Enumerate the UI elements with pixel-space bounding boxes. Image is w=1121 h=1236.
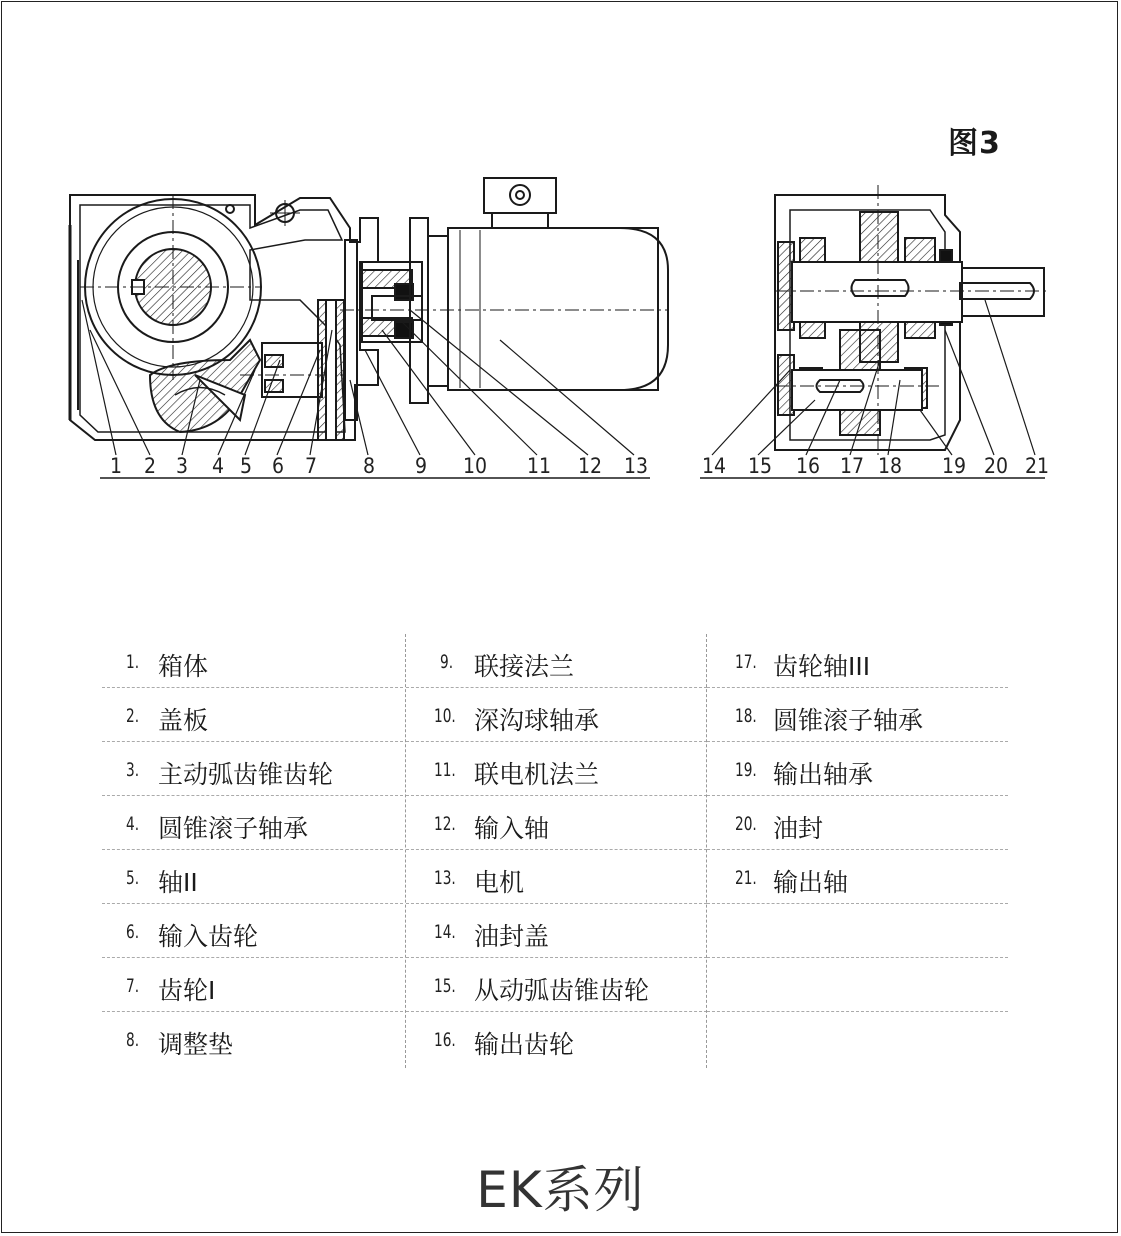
legend-num: 17.	[735, 651, 757, 673]
legend-text: 输出齿轮	[474, 1030, 575, 1059]
legend-num: 4.	[126, 813, 140, 835]
legend-num: 9.	[440, 651, 454, 673]
gearbox-drawing	[0, 0, 1121, 500]
legend-item	[406, 1012, 707, 1065]
legend-text: 盖板	[158, 706, 209, 735]
legend-num: 19.	[735, 759, 757, 781]
callout-3: 3	[176, 454, 189, 478]
callout-15: 15	[748, 454, 773, 478]
legend-column-2	[405, 634, 707, 1068]
callout-numbers	[110, 454, 1049, 478]
callout-10: 10	[463, 454, 488, 478]
legend-empty-row	[707, 958, 1008, 1012]
legend-num: 12.	[434, 813, 456, 835]
legend-text: 输入轴	[474, 814, 550, 843]
legend-num: 7.	[126, 975, 140, 997]
legend-item	[707, 634, 1008, 688]
legend-column-1	[102, 634, 403, 1068]
legend-item	[406, 634, 707, 688]
legend-num: 8.	[126, 1029, 140, 1051]
callout-7: 7	[305, 454, 318, 478]
legend-num: 3.	[126, 759, 140, 781]
legend-item	[102, 634, 403, 688]
legend-item	[406, 742, 707, 796]
legend-num: 21.	[735, 867, 757, 889]
callout-21: 21	[1025, 454, 1050, 478]
legend-num: 11.	[434, 759, 456, 781]
legend-text: 主动弧齿锥齿轮	[158, 760, 334, 789]
legend-text: 输入齿轮	[158, 922, 259, 951]
legend-num: 1.	[126, 651, 140, 673]
callout-20: 20	[984, 454, 1009, 478]
legend-text: 联接法兰	[474, 652, 575, 681]
legend-item	[406, 688, 707, 742]
legend-text: 轴II	[158, 868, 198, 897]
legend-text: 输出轴承	[773, 760, 874, 789]
legend-item	[102, 904, 403, 958]
legend-text: 深沟球轴承	[474, 706, 600, 735]
legend-item	[102, 796, 403, 850]
callout-9: 9	[415, 454, 428, 478]
callout-5: 5	[240, 454, 253, 478]
callout-19: 19	[942, 454, 967, 478]
legend-item	[406, 796, 707, 850]
callout-8: 8	[363, 454, 376, 478]
output-gear-circle	[80, 195, 262, 380]
legend-num: 16.	[434, 1029, 456, 1051]
legend-num: 18.	[735, 705, 757, 727]
callout-18: 18	[878, 454, 903, 478]
legend-item	[102, 958, 403, 1012]
legend-column-3	[706, 634, 1008, 1068]
callout-16: 16	[796, 454, 821, 478]
legend-num: 6.	[126, 921, 140, 943]
callout-14: 14	[702, 454, 727, 478]
legend-item	[102, 688, 403, 742]
legend-text: 圆锥滚子轴承	[158, 814, 309, 843]
legend-text: 箱体	[158, 652, 209, 681]
legend-num: 15.	[434, 975, 456, 997]
callout-4: 4	[212, 454, 225, 478]
callout-13: 13	[624, 454, 649, 478]
legend-item	[102, 850, 403, 904]
legend-text: 齿轮轴III	[773, 652, 871, 681]
legend-item	[707, 796, 1008, 850]
legend-item	[707, 742, 1008, 796]
input-gear-stack	[318, 240, 357, 440]
legend-num: 13.	[434, 867, 456, 889]
legend-item	[406, 958, 707, 1012]
legend-item	[406, 904, 707, 958]
legend-text: 齿轮I	[158, 976, 216, 1005]
legend-item	[707, 850, 1008, 904]
legend-num: 14.	[434, 921, 456, 943]
legend-text: 圆锥滚子轴承	[773, 706, 924, 735]
callout-1: 1	[110, 454, 123, 478]
figure-label: 图3	[948, 126, 1001, 161]
legend-text: 油封盖	[474, 922, 550, 951]
legend-num: 5.	[126, 867, 140, 889]
legend-text: 输出轴	[773, 868, 849, 897]
callout-12: 12	[578, 454, 603, 478]
callout-2: 2	[144, 454, 157, 478]
legend-num: 20.	[735, 813, 757, 835]
legend-text: 油封	[773, 814, 824, 843]
legend-text: 电机	[474, 868, 525, 897]
legend-num: 10.	[434, 705, 456, 727]
legend-item	[102, 742, 403, 796]
callout-6: 6	[272, 454, 285, 478]
callout-17: 17	[840, 454, 865, 478]
legend-num: 2.	[126, 705, 140, 727]
legend-item	[102, 1012, 403, 1065]
legend-item	[707, 688, 1008, 742]
legend-text: 联电机法兰	[474, 760, 600, 789]
legend-empty-row	[707, 1012, 1008, 1065]
legend-empty-row	[707, 904, 1008, 958]
housing-right-view	[775, 185, 1050, 455]
legend-item	[406, 850, 707, 904]
parts-legend	[102, 634, 1006, 1068]
series-title: EK系列	[476, 1161, 645, 1219]
callout-11: 11	[527, 454, 552, 478]
legend-text: 调整垫	[158, 1030, 234, 1059]
legend-text: 从动弧齿锥齿轮	[474, 976, 650, 1005]
